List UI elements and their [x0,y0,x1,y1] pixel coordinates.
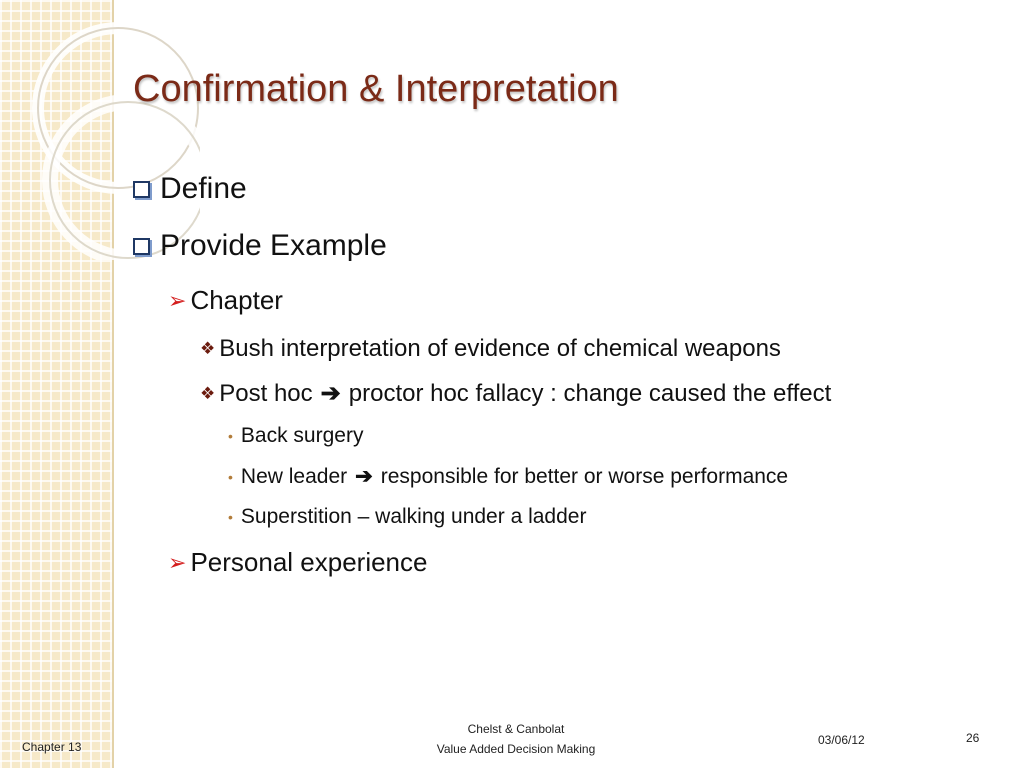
square-bullet-icon [133,238,150,255]
bullet-chapter-text: Chapter [190,285,283,315]
right-arrow-icon: ➔ [355,465,373,488]
right-arrow-icon: ➔ [320,380,341,407]
bullet-back-surgery-text: Back surgery [240,424,364,447]
bullet-bush-text: Bush interpretation of evidence of chemical weapons [219,335,781,362]
bullet-new-leader-text-a: New leader [240,464,348,488]
square-bullet-icon [133,181,150,198]
bullet-new-leader [228,464,788,489]
bullet-provide-example-text: Provide Example [160,229,387,262]
bullet-new-leader-text-b: responsible for better or worse performance [380,464,789,488]
page-number: 26 [966,731,980,745]
bullet-define [133,172,247,206]
dot-bullet-icon: • [228,468,233,485]
footer-chapter: Chapter 13 [22,740,82,754]
arrow-bullet-icon: ➢ [168,287,187,313]
diamond-bullet-icon: ❖ [200,339,216,358]
bullet-post-hoc-text-b: proctor hoc fallacy : change caused the effect [348,379,832,407]
bullet-personal-experience-text: Personal experience [190,547,428,577]
diamond-bullet-icon: ❖ [200,383,216,403]
decorative-rings [0,0,200,260]
footer-authors: Chelst & Canbolat [467,722,565,736]
bullet-post-hoc [200,379,831,408]
bullet-chapter [168,285,283,316]
dot-bullet-icon: • [228,428,233,444]
bullet-define-text: Define [160,172,247,205]
bullet-personal-experience [168,547,427,578]
bullet-superstition [228,505,586,529]
bullet-post-hoc-text-a: Post hoc [219,379,313,407]
arrow-bullet-icon: ➢ [168,549,187,575]
footer-date: 03/06/12 [818,733,865,747]
bullet-back-surgery [228,424,363,448]
slide-title: Confirmation & Interpretation [133,68,619,110]
dot-bullet-icon: • [228,509,233,525]
footer-book: Value Added Decision Making [436,742,596,756]
bullet-superstition-text: Superstition – walking under a ladder [240,505,587,528]
bullet-bush [200,335,781,363]
bullet-provide-example [133,229,387,263]
